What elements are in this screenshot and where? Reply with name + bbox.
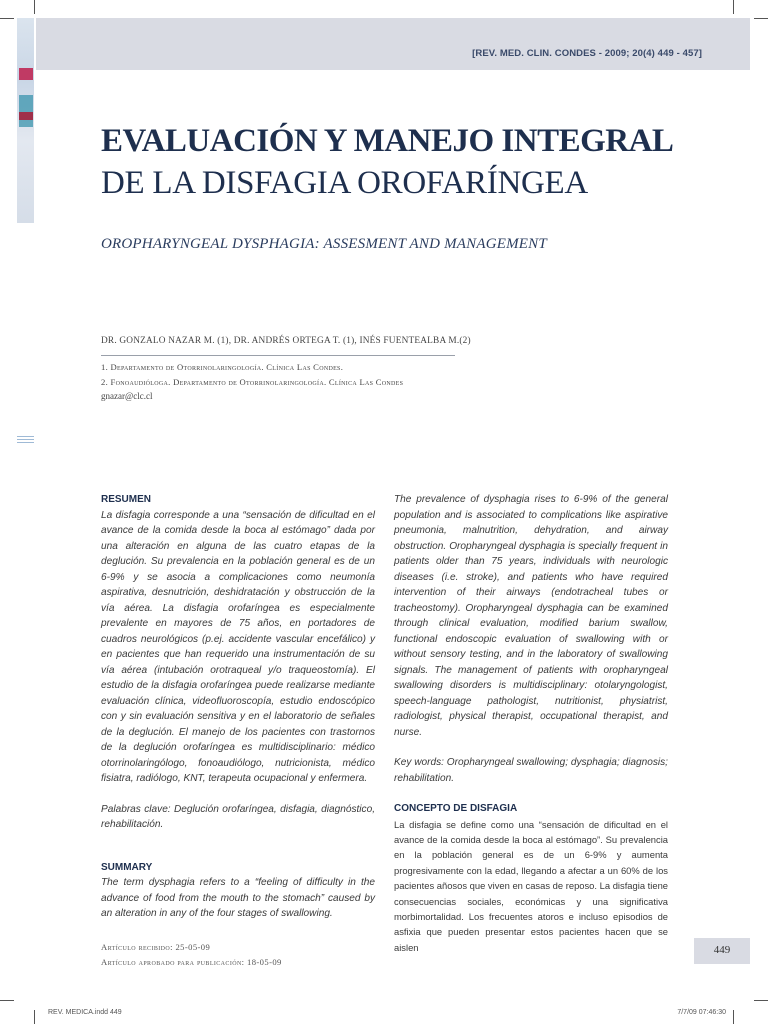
decorative-accent xyxy=(19,112,33,120)
decorative-accent xyxy=(19,68,33,80)
decorative-accent xyxy=(19,95,33,127)
title-line-2: DE LA DISFAGIA OROFARÍNGEA xyxy=(101,165,588,201)
summary-text: The term dysphagia refers to a “feeling of difficulty in the advance of food from the mouth to the stomach” caused by an alteration in any of the four stages of swallowing. xyxy=(101,877,375,919)
header-band xyxy=(36,18,750,70)
page-number-box xyxy=(694,938,750,964)
date-approved: Artículo aprobado para publicación: 18-05-09 xyxy=(101,957,282,967)
crop-mark xyxy=(754,18,768,19)
concepto-heading: CONCEPTO DE DISFAGIA xyxy=(394,803,518,814)
article-title xyxy=(101,122,741,202)
left-column xyxy=(101,492,375,922)
key-words: Key words: Oropharyngeal swallowing; dysphagia; diagnosis; rehabilitation. xyxy=(394,757,668,784)
palabras-clave: Palabras clave: Deglución orofaríngea, disfagia, diagnóstico, rehabilitación. xyxy=(101,803,375,830)
crop-mark xyxy=(733,0,734,14)
crop-mark xyxy=(754,1000,768,1001)
resumen-heading: RESUMEN xyxy=(101,494,152,505)
crop-mark xyxy=(34,1010,35,1024)
summary-heading: SUMMARY xyxy=(101,861,153,873)
english-subtitle: OROPHARYNGEAL DYSPHAGIA: ASSESMENT AND MANAGEMENT xyxy=(101,236,547,252)
footer-filename: REV. MEDICA.indd 449 xyxy=(48,1009,122,1016)
crop-mark xyxy=(733,1010,734,1024)
page-number: 449 xyxy=(713,944,731,956)
title-line-1: EVALUACIÓN Y MANEJO INTEGRAL xyxy=(101,123,674,159)
author-list: DR. GONZALO NAZAR M. (1), DR. ANDRÉS ORTEGA T. (1), INÉS FUENTEALBA M.(2) xyxy=(101,336,471,346)
affiliation-1: 1. Departamento de Otorrinolaringología. Clínica Las Condes. xyxy=(101,362,344,372)
divider xyxy=(101,355,455,356)
crop-mark xyxy=(0,1000,14,1001)
footer-timestamp: 7/7/09 07:46:30 xyxy=(677,1009,726,1016)
concepto-text: La disfagia se define como una “sensación de dificultad en el avance de la comida desde la boca al estómago”. Su prevalencia en la población general es de un 6-9% y aumenta progresivamente con la edad, llegando a afectar a un 60% de los pacientes añosos que viven en casas de reposo. La disfagia tiene consecuencias sociales, económicas y una significativa morbimortalidad. Los frecuentes atoros e incluso episodios de asfixia que pueden presentar estos pacientes hacen que se aislen xyxy=(394,818,668,953)
crop-mark xyxy=(0,18,14,19)
crop-mark xyxy=(34,0,35,14)
date-received: Artículo recibido: 25-05-09 xyxy=(101,942,211,952)
affiliation-2: 2. Fonoaudióloga. Departamento de Otorrinolaringología. Clínica Las Condes xyxy=(101,377,404,387)
summary-continued: The prevalence of dysphagia rises to 6-9% of the general population and is associated to complications like aspirative pneumonia, malnutrition, dehydration, and airway obstruction. Oropharyngeal dysphagia is specially frequent in patients older than 75 years, individuals with neurologic diseases (i.e. stroke), and patients who have required intervention of their airways (endotracheal tubes or tracheostomy). Oropharyngeal dysphagia can be examined through clinical evaluation, modified barium swallow, functional endoscopic evaluation of swallowing with or without sensory testing, and in the laboratory of swallowing signals. The management of patients with oropharyngeal swallowing disorders is multidisciplinary: otolaryngologist, speech-language pathologist, nutritionist, physiatrist, radiologist, physical therapist, occupational therapist, and nurse. xyxy=(394,494,668,738)
decorative-lines xyxy=(17,436,34,445)
resumen-text: La disfagia corresponde a una “sensación de dificultad en el avance de la comida desde la boca al estómago” dada por una alteración en alguna de las cuatro etapas de la deglución. Su prevalencia en la población general es de un 6-9% y se asocia a complicaciones como neumonía aspirativa, desnutrición, deshidratación y obstrucción de la vía aérea. La disfagia orofaríngea es especialmente prevalente en mayores de 75 años, en portadores de cuadros neurológicos (p.ej. accidente vascular encefálico) y en pacientes que han requerido una instrumentación de su vía aérea (intubación orotraqueal y/o traqueostomía). El estudio de la disfagia orofaríngea puede realizarse mediante evaluación clínica, videofluoroscopía, estudio endoscópico con y sin evaluación sensitiva y en el laboratorio de señales de la deglución. El manejo de los pacientes con trastornos de la deglución orofaríngea es multidisciplinario: médico otorrinolaringólogo, fonoaudiólogo, nutricionista, médico fisiatra, radiólogo, KNT, terapeuta ocupacional y enfermera. xyxy=(101,509,375,784)
journal-citation: [REV. MED. CLIN. CONDES - 2009; 20(4) 449 - 457] xyxy=(472,48,702,59)
contact-email: gnazar@clc.cl xyxy=(101,391,153,401)
article-dates xyxy=(101,940,282,970)
right-column xyxy=(394,492,668,955)
